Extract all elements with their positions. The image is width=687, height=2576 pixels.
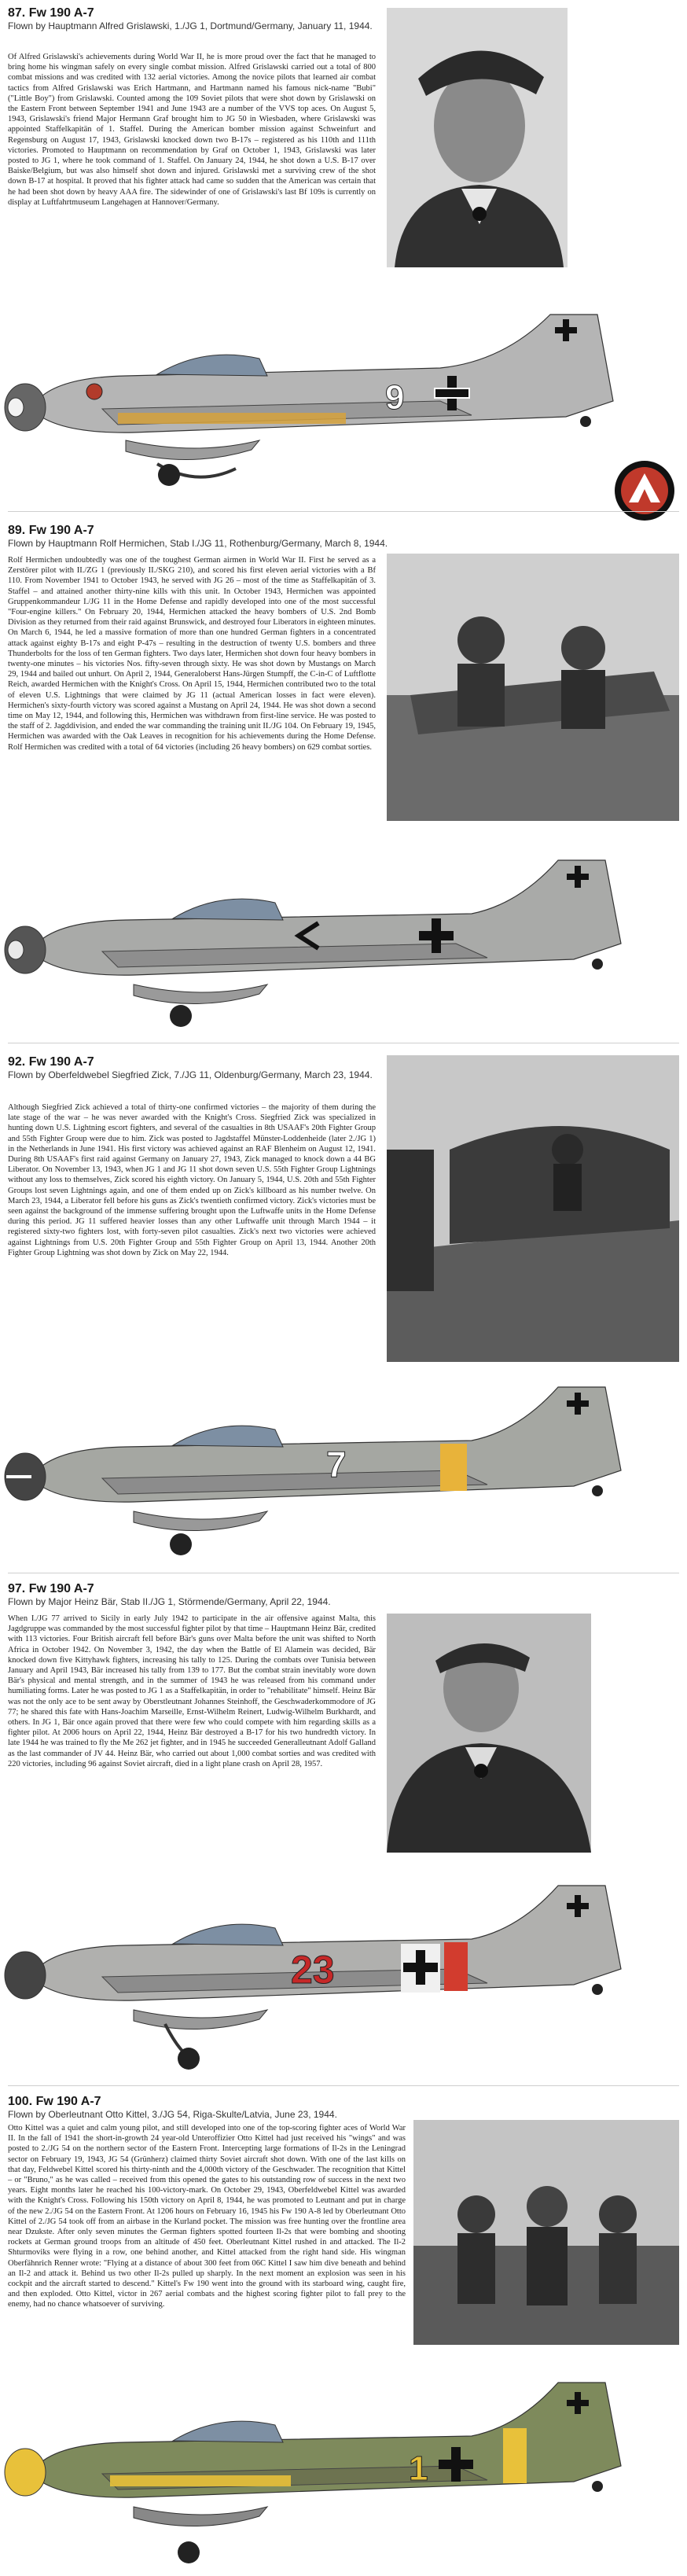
- entry-text: [8, 52, 376, 269]
- entry-number: 89. Fw 190 A-7: [8, 524, 94, 537]
- fuselage-code: 1: [409, 2449, 428, 2488]
- unit-emblem: [613, 459, 676, 522]
- entry-header: [8, 1055, 417, 1081]
- aircraft-profile: [0, 1368, 687, 1570]
- entry-paragraph: Of Alfred Grislawski's achievements during World War II, he is more proud over the fact that he managed to bring home his wingman safely on every single combat mission. Alfred Grislawski carried out a total of 800 combat missions and was credited with 132 aerial victories. Among the novice pilots that learned air combat tactics from Alfred Grislawski was Erich Hartmann, and Hartmann named his famous nick-name "Bubi" ("Little Boy") from Grislawski. Counted among the 109 Soviet pilots that were shot down by Grislawski on the Eastern Front between September 1941 and June 1943 are a number of the VVS top aces. On August 5, 1943, Grislawski's friend Major Hermann Graf brought him to JG 50 in Wiesbaden, where Grislawski was appointed Staffelkapitän of 1. Staffel. During the American bomber mission against Schweinfurt and Regensburg on August 17, 1943, Grislawski knocked down two B-17s – registered as his 110th and 111th victories. Promoted to Hauptmann on recommendation by Graf on October 1, 1943, Grislawski was later posted to JG 1, where he took command of 1. Staffel. On January 24, 1944, he shot down a U.S. B-17 over Baiske/Belgium, but was also himself shot down and injured. Grislawski met a surviving crew of the shot down B-17 at hospital. It proved that his fighter attack had came so sudden that the American was certain that he had been shot down by heavy AAA fire. The sidewinder of one of Grislawski's last Bf 109s is currently on display at Luftfahrtmuseum Langehagen at Hannover/Germany.: [8, 53, 376, 207]
- entry-text: [8, 1102, 376, 1371]
- pilot-photo: [387, 1055, 679, 1362]
- entry-paragraph: Although Siegfried Zick achieved a total of thirty-one confirmed victories – the majority of them during the late stage of the war – he was never awarded with the Knight's Cross. Siegfried Zick was specialized in hunting down U.S. Lightning escort fighters, and several of the casualties in 8th USAAF's 20th Fighter Group and 55th Fighter Group were due to him. Zick was posted to Jagdstaffel Münster-Loddenheide (later 2./JG 1) in the Netherlands in June 1941. His first victory was achieved against an RAF Blenheim on August 12, 1941. During 8th USAAF's first raid against Germany on January 27, 1943, Zick managed to knock down a 44 BG Liberator. On November 13, 1943, when JG 1 and JG 11 shot down seven U.S. 55th Fighter Group Lightnings without any loss to themselves, Zick scored his eighth victory. On January 5, 1944, U.S. 20th and 55th Fighter Groups lost seven Lightnings again, and one of them ended up on Zick's killboard as his number twelve. On March 23, 1944, a Liberator fell before his guns as Zick's twentieth confirmed victory. Zick's victories must be seen against the background of the immense suffering brought upon the Luftwaffe units in the Home Defense during this period. JG 11 suffered heavier losses than any other Luftwaffe unit through March 1944 – it registered sixty-two fighters lost, with forty-seven pilot casualties. Zick's next two victories were achieved against Lightnings from U.S. 20th Fighter Group and 55th Fighter Group on April 13, 1944. Another 20th Fighter Group Lightning was shot down by Zick on May 22, 1944.: [8, 1103, 376, 1257]
- entry-subtitle: Flown by Hauptmann Alfred Grislawski, 1./JG 1, Dortmund/Germany, January 11, 1944.: [8, 20, 373, 31]
- entry-paragraph: Otto Kittel was a quiet and calm young pilot, and still developed into one of the top-scoring fighter aces of World War II. In the fall of 1941 the short-in-growth 24 year-old Unteroffizier Otto Kittel had just received his "wings" and was posted to 2./JG 54 on the northern sector of the Eastern Front. Intercepting large formations of Il-2s in the Leningrad sector on February 19, 1943, JG 54 (Grünherz) claimed thirty Soviet aircraft shot down. With one of the last kills on that day, Feldwebel Kittel scored his thirty-ninth and the 4,000th victory of the Geschwader. The recognition that Kittel – or "Bruno," as he was called – received from this opened the gates to his outstanding row of success in the next two years. Eight months later he reached his 100-victory-mark. On October 29, 1943, Oberfeldwebel Kittel was awarded with the Knight's Cross. Following his 150th victory on April 8, 1944, he was promoted to Leutnant and put in charge of the new 2./JG 54 on the Eastern Front. At 1206 hours on February 16, 1945 his Fw 190 A-8 led by Oberleutnant Otto Kittel of 2./JG 54 took off from an airbase in the Kurland pocket. The mission was free hunting over the frontline area near Dzukste. After only seven minutes the German fighters spotted fourteen Il-2s that were bombing and shooting rockets at German ground troops from an altitude of 450 feet. Oberleutnant Kittel rushed in and attacked. The Il-2 Shturmoviks were flying in a row, one behind another, and Kittel attacked from the right hand side. His wingman Oberfähnrich Renner wrote: "Flying at a distance of about 300 feet from 06C Kittel I saw him dive beneath and behind an Il-2 and attack it. Behind us two other Il-2s pulled up sharply. In the next moment an explosion was seen in his cockpit and the aircraft started to descend." Kittel's Fw 190 went into the ground with its starboard wing, caught fire, and then exploded. Otto Kittel, victor in 267 aerial combats and the highest scoring fighter pilot to fall prey to the enemy, had no chance whatsoever of surviving.: [8, 2124, 406, 2309]
- entry-number: 92. Fw 190 A-7: [8, 1055, 94, 1069]
- pilot-photo: [387, 554, 679, 821]
- entry-number: 100. Fw 190 A-7: [8, 2095, 101, 2108]
- entry-paragraph: When I./JG 77 arrived to Sicily in early July 1942 to participate in the air offensive against Malta, this Jagdgruppe was commanded by the most successful fighter pilot by that time – Hauptmann Heinz Bär, credited with 113 victories. Four British aircraft fell before Bär's guns over Malta before the unit was shifted to North Africa in October 1942. On November 3, 1942, the day when the Battle of El Alamein was decided, Bär knocked down five Kittyhawk fighters, increasing his tally to 125. During the combats over Tunisia between January and April 1943, Bär increased his tally from 139 to 177. But the combat strain inevitably wore down Bär's physical and mental strength, and in the summer of 1943 he was released from his command under humiliating forms. Later he was posted to JG 1 as a Staffelkapitän, in order to "rehabilitate" himself. Heinz Bär was not the only ace to be sent away by Oberstleutnant Johannes Steinhoff, the Geschwaderkommodore of JG 77; he shared this fate with Hans-Joachim Marseille, Ernst-Wilhelm Reinert, Ludwig-Wilhelm Burkhardt, and others. In JG 1, Bär once again proved that there were few who could compete with him regarding skills as a fighter pilot. At 2006 hours on April 22, 1944, Heinz Bär destroyed a B-17 for his two hundredth victory. In late 1944 he was trained to fly the Me 262 jet fighter, and in 1945 he succeeded Generalleutnant Adolf Galland as the last commander of JV 44. Heinz Bär, who carried out about 1,000 combat sorties and was credited with 220 victories, including 96 against Soviet aircraft, died in a light plane crash on April 28, 1957.: [8, 1614, 376, 1768]
- entry-text: [8, 2123, 406, 2357]
- divider: [8, 511, 679, 512]
- entry-header: [8, 6, 417, 32]
- entry-header: [8, 524, 684, 550]
- aircraft-profile: [0, 841, 687, 1038]
- entry-89: [0, 519, 687, 1038]
- entry-subtitle: Flown by Major Heinz Bär, Stab II./JG 1, Störmende/Germany, April 22, 1944.: [8, 1596, 331, 1607]
- entry-text: [8, 555, 376, 835]
- aircraft-profile: [0, 2356, 687, 2573]
- fuselage-code: 9: [385, 378, 405, 417]
- fuselage-code: 23: [291, 1948, 335, 1992]
- entry-subtitle: Flown by Oberfeldwebel Siegfried Zick, 7./JG 11, Oldenburg/Germany, March 23, 1944.: [8, 1069, 373, 1080]
- entry-87: [0, 0, 687, 503]
- entry-number: 87. Fw 190 A-7: [8, 6, 94, 20]
- entry-subtitle: Flown by Hauptmann Rolf Hermichen, Stab I./JG 11, Rothenburg/Germany, March 8, 1944.: [8, 538, 388, 549]
- entry-text: [8, 1614, 376, 1854]
- pilot-photo: [387, 8, 568, 267]
- entry-number: 97. Fw 190 A-7: [8, 1582, 94, 1595]
- divider: [8, 2085, 679, 2086]
- pilot-photo: [413, 2120, 679, 2345]
- entry-92: [0, 1051, 687, 1570]
- pilot-photo: [387, 1614, 591, 1853]
- aircraft-profile: [0, 1859, 687, 2079]
- fuselage-code: 7: [326, 1444, 347, 1485]
- aircraft-profile: [0, 283, 687, 495]
- entry-97: [0, 1579, 687, 2082]
- entry-header: [8, 1582, 684, 1608]
- entry-header: [8, 2095, 684, 2121]
- entry-100: [0, 2092, 687, 2576]
- entry-paragraph: Rolf Hermichen undoubtedly was one of the toughest German airmen in World War II. First he served as a Zerstörer pilot with II./ZG 1 (previously II./SKG 210), and scored his first eleven aerial victories with a Bf 110. From November 1941 to October 1943, he served with JG 26 – most of the time as Staffelkapitän of 3. Staffel – and attained another thirty-nine kills with this unit. In October 1943, Hermichen was appointed Gruppenkommandeur I./JG 11 in the Home Defense and rapidly developed into one of the most successful "Four-engine killers." On February 20, 1944, Hermichen attacked the heavy bombers of U.S. 2nd Bomb Division as they returned from their raid against Brunswick, and destroyed four Liberators in eighteen minutes. On March 6, 1944, he led a massive formation of more than one hundred German fighters in a concentrated attack against eighty B-17s and eight P-47s – resulting in the destruction of twenty U.S. bombers and three Thunderbolts for the loss of ten German fighters. Two days later, Hermichen shot down four heavy bombers in twenty-one minutes – his victories Nos. fifty-seven through sixty. He was shot down by Mustangs on March 29, 1944 and bailed out unhurt. On April 2, 1944, Generaloberst Hans-Jürgen Stumpff, the C-in-C of Luftflotte Reich, awarded Hermichen with the Knight's Cross. On April 15, 1944, Hermichen contributed two to the total of eleven U.S. Lightnings that were claimed by JG 11 (actual American losses in fact were eleven). Hermichen's sixty-fourth victory was scored against a Mustang on April 24, 1944. He was shot down a second time on May 12, 1944, and following this, Hermichen was withdrawn from first-line service. He was posted to the staff of 2. Jagddivision, and ended the war commanding the training unit II./JG 104. On February 19, 1945, Hermichen was awarded with the Oak Leaves in recognition for his achievements during the Home Defense. Rolf Hermichen was credited with a total of 64 victories (including 26 heavy bombers) on 629 combat sorties.: [8, 556, 376, 752]
- entry-subtitle: Flown by Oberleutnant Otto Kittel, 3./JG 54, Riga-Skulte/Latvia, June 23, 1944.: [8, 2109, 337, 2120]
